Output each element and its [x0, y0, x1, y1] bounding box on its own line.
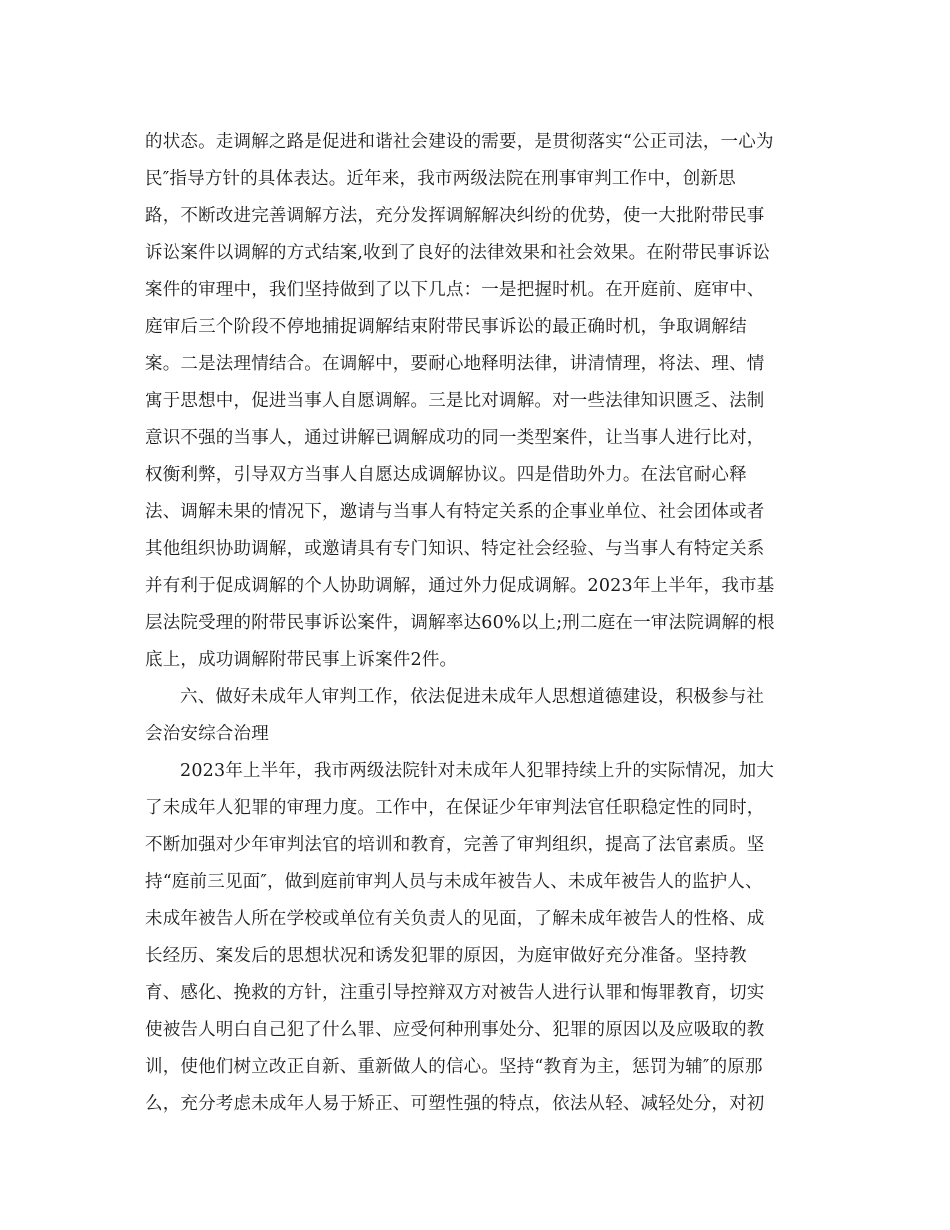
text-line: 长经历、案发后的思想状况和诱发犯罪的原因，为庭审做好充分准备。坚持教	[145, 946, 747, 966]
text-line: 庭审后三个阶段不停地捕捉调解结束附带民事诉讼的最正确时机，争取调解结	[145, 317, 747, 337]
text-line: 2023年上半年，我市两级法院针对未成年人犯罪持续上升的实际情况，加大	[180, 761, 775, 781]
text-line: 诉讼案件以调解的方式结案,收到了良好的法律效果和社会效果。在附带民事诉讼	[145, 243, 771, 263]
text-line: 其他组织协助调解，或邀请具有专门知识、特定社会经验、与当事人有特定关系	[145, 539, 765, 559]
section-heading-juvenile	[145, 679, 810, 753]
text-line: 未成年被告人所在学校或单位有关负责人的见面，了解未成年被告人的性格、成	[145, 909, 765, 929]
text-line: 六、做好未成年人审判工作，依法促进未成年人思想道德建设，积极参与社	[180, 687, 765, 707]
text-line: 不断加强对少年审判法官的培训和教育，完善了审判组织，提高了法官素质。坚	[145, 835, 765, 855]
text-line: 使被告人明白自己犯了什么罪、应受何种刑事处分、犯罪的原因以及应吸取的教	[145, 1020, 765, 1040]
text-line: 训，使他们树立改正自新、重新做人的信心。坚持“教育为主，惩罚为辅″的原那	[145, 1057, 763, 1077]
text-line: 案。二是法理情结合。在调解中，要耐心地释明法律，讲清情理，将法、理、情	[145, 354, 765, 374]
text-line: 案件的审理中，我们坚持做到了以下几点：一是把握时机。在开庭前、庭审中、	[145, 280, 765, 300]
text-line: 路，不断改进完善调解方法，充分发挥调解解决纠纷的优势，使一大批附带民事	[145, 206, 765, 226]
text-line: 么，充分考虑未成年人易于矫正、可塑性强的特点，依法从轻、减轻处分，对初	[145, 1094, 765, 1114]
text-line: 了未成年人犯罪的审理力度。工作中，在保证少年审判法官任职稳定性的同时，	[145, 798, 765, 818]
text-line: 育、感化、挽救的方针，注重引导控辩双方对被告人进行认罪和悔罪教育，切实	[145, 983, 765, 1003]
text-line: 法、调解未果的情况下，邀请与当事人有特定关系的企事业单位、社会团体或者	[145, 502, 765, 522]
text-line: 持“庭前三见面″，做到庭前审判人员与未成年被告人、未成年被告人的监护人、	[145, 872, 763, 892]
text-line: 并有利于促成调解的个人协助调解，通过外力促成调解。2023年上半年，我市基	[145, 576, 775, 596]
text-line: 底上，成功调解附带民事上诉案件2件。	[145, 650, 458, 670]
text-line: 意识不强的当事人，通过讲解已调解成功的同一类型案件，让当事人进行比对，	[145, 428, 765, 448]
text-line: 权衡利弊，引导双方当事人自愿达成调解协议。四是借助外力。在法官耐心释	[145, 465, 747, 485]
document-body	[145, 124, 810, 1123]
paragraph-mediation	[145, 124, 810, 679]
text-line: 的状态。走调解之路是促进和谐社会建设的需要，是贯彻落实“公正司法，一心为	[145, 132, 774, 152]
paragraph-juvenile-trials	[145, 753, 810, 1123]
text-line: 寓于思想中，促进当事人自愿调解。三是比对调解。对一些法律知识匮乏、法制	[145, 391, 765, 411]
text-line: 民″指导方针的具体表达。近年来，我市两级法院在刑事审判工作中，创新思	[145, 169, 736, 189]
text-line: 层法院受理的附带民事诉讼案件，调解率达60%以上;刑二庭在一审法院调解的根	[145, 613, 775, 633]
text-line: 会治安综合治理	[145, 724, 269, 744]
